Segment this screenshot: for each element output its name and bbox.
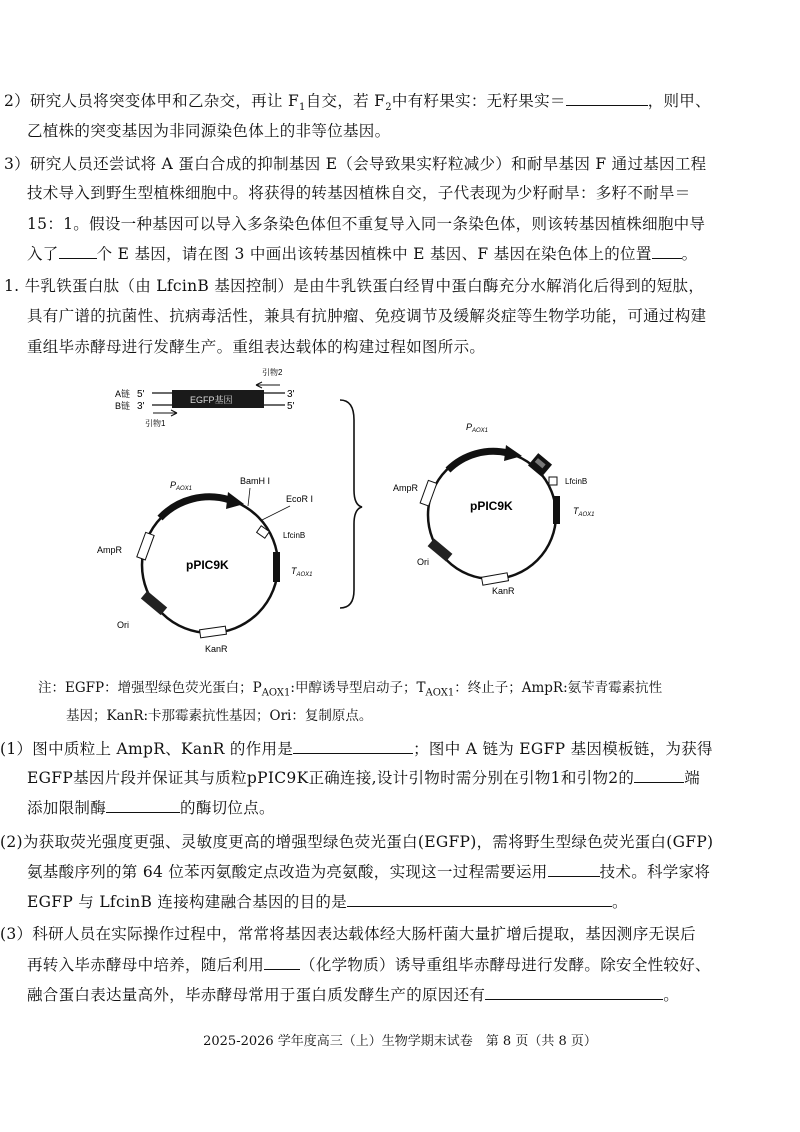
primer1-label: 引物1	[145, 419, 166, 428]
egfp-gene-label: EGFP基因	[190, 395, 233, 405]
s2-line-1: (2)为获取荧光强度更强、灵敏度更高的增强型绿色荧光蛋白(EGFP)，需将野生型绿色荧光蛋白(GFP)	[0, 833, 714, 851]
f1-subscript: 1	[299, 102, 306, 114]
s2-line-2	[27, 861, 710, 883]
left-ori-label: Ori	[117, 620, 129, 630]
figure-note-line-2: 基因；KanR:卡那霉素抗性基因；Ori：复制原点。	[66, 708, 373, 724]
s1-line-3	[27, 797, 275, 819]
s3-text-b: （化学物质）诱导重组毕赤酵母进行发酵。除安全性较好、	[300, 956, 711, 974]
answer-blank-chemical[interactable]	[264, 955, 300, 970]
plasmid-right	[393, 422, 595, 596]
right-kanr-label: KanR	[492, 586, 515, 596]
note-text-a: 注：EGFP：增强型绿色荧光蛋白；P	[38, 680, 262, 696]
primer2-label: 引物2	[262, 368, 283, 377]
s1-text-a: (1）图中质粒上 AmpR、KanR 的作用是	[0, 740, 294, 758]
q21-line-3: 重组毕赤酵母进行发酵生产。重组表达载体的构建过程如图所示。	[27, 338, 486, 356]
left-kanr-label: KanR	[205, 644, 228, 654]
q2-line-2: 乙植株的突变基因为非同源染色体上的非等位基因。	[27, 122, 391, 140]
s2-text-b: 技术。科学家将	[599, 863, 711, 881]
s2-line-3	[27, 891, 628, 913]
right-ampr-segment	[420, 480, 437, 506]
q2-text-d: ，则甲、	[647, 92, 711, 110]
note-sub-a: AOX1	[261, 687, 291, 699]
answer-blank-primer-end[interactable]	[634, 768, 684, 783]
answer-blank-technique[interactable]	[548, 862, 600, 877]
answer-blank-enzyme[interactable]	[106, 798, 180, 813]
s3-line-1: (3）科研人员在实际操作过程中，常常将基因表达载体经大肠杆菌大量扩增后提取，基因测序无误后	[0, 925, 696, 943]
b-chain-3prime: 3'	[137, 401, 145, 412]
a-chain-3prime: 3'	[287, 389, 295, 400]
s3-text-a: 再转入毕赤酵母中培养，随后利用	[27, 956, 265, 974]
plasmid-left	[97, 476, 313, 654]
s1-text-d: 端	[684, 769, 701, 787]
s3-line-3	[27, 984, 679, 1006]
figure-note-line-1	[38, 678, 662, 704]
answer-blank-figure3[interactable]	[652, 244, 682, 259]
a-chain-label: A链	[115, 389, 131, 399]
s1-text-b: ；图中 A 链为 EGFP 基因模板链，为获得	[413, 740, 713, 758]
right-plasmid-name: pPIC9K	[470, 499, 513, 513]
left-ecor1-label: EcoR I	[286, 494, 314, 504]
right-lfcinb-label: LfcinB	[565, 477, 588, 486]
right-ori-segment	[428, 538, 453, 561]
s1-line-2	[27, 767, 700, 789]
brace	[340, 400, 362, 608]
right-ori-label: Ori	[417, 557, 429, 567]
note-sub-b: AOX1	[425, 687, 455, 699]
note-text-c: ：终止子；AmpR:氨苄青霉素抗性	[454, 680, 663, 696]
left-bamh1-label: BamH I	[240, 476, 271, 486]
left-lfcinb-label: LfcinB	[283, 531, 306, 540]
b-chain-5prime: 5'	[287, 401, 295, 412]
note-text-b: :甲醇诱导型启动子；T	[290, 680, 426, 696]
left-ampr-segment	[137, 532, 154, 560]
page-footer: 2025-2026 学年度高三（上）生物学期末试卷 第 8 页（共 8 页）	[203, 1034, 597, 1049]
right-lfcinb-segment	[549, 477, 557, 485]
answer-blank-e-count[interactable]	[59, 244, 97, 259]
left-kanr-segment	[200, 626, 227, 638]
left-taox1-label: $T_{AOX1}$	[291, 566, 313, 578]
q3-line-3: 15：1。假设一种基因可以导入多条染色体但不重复导入同一条染色体，则该转基因植株细胞中导	[27, 215, 706, 233]
s2-text-d: 。	[612, 893, 628, 911]
egfp-gene-fragment	[115, 367, 295, 428]
q3-line-2: 技术导入到野生型植株细胞中。将获得的转基因植株自交，子代表现为少籽耐旱：多籽不耐旱＝	[27, 184, 691, 202]
q3-line-1: 3）研究人员还尝试将 A 蛋白合成的抑制基因 E（会导致果实籽粒减少）和耐旱基因 F 通过基因工程	[4, 155, 707, 173]
q3-line-4	[27, 243, 697, 265]
s1-line-1	[0, 738, 713, 760]
s2-text-a: 氨基酸序列的第 64 位苯丙氨酸定点改造为亮氨酸，实现这一过程需要运用	[27, 863, 548, 881]
right-ampr-label: AmpR	[393, 483, 419, 493]
q21-line-1: 1. 牛乳铁蛋白肽（由 LfcinB 基因控制）是由牛乳铁蛋白经胃中蛋白酶充分水解消化后得到的短肽，	[4, 277, 705, 295]
q3-text-c: 。	[681, 245, 698, 263]
q2-text-a: 2）研究人员将突变体甲和乙杂交，再让 F	[4, 92, 300, 110]
right-kanr-segment	[482, 573, 509, 585]
answer-blank-yeast-reason[interactable]	[485, 985, 663, 1000]
answer-blank-fusion-purpose[interactable]	[347, 892, 612, 907]
left-paox1-label: $P_{AOX1}$	[170, 480, 193, 492]
s1-text-f: 的酶切位点。	[180, 799, 275, 817]
b-chain-label: B链	[115, 401, 131, 411]
q3-text-a: 入了	[27, 245, 59, 263]
s3-text-d: 。	[663, 986, 680, 1004]
left-plasmid-name: pPIC9K	[186, 558, 229, 572]
s3-line-2	[27, 954, 711, 976]
s1-text-e: 添加限制酶	[27, 799, 107, 817]
q2-text-c: 中有籽果实：无籽果实＝	[391, 92, 566, 110]
left-ori-segment	[141, 591, 167, 615]
q3-text-b: 个 E 基因，请在图 3 中画出该转基因植株中 E 基因、F 基因在染色体上的位置	[96, 245, 652, 263]
a-chain-5prime: 5'	[137, 389, 145, 400]
right-paox1-label: $P_{AOX1}$	[466, 422, 489, 434]
answer-blank-marker-role[interactable]	[293, 739, 413, 754]
s3-text-c: 融合蛋白表达量高外，毕赤酵母常用于蛋白质发酵生产的原因还有	[27, 986, 486, 1004]
q21-line-2: 具有广谱的抗菌性、抗病毒活性，兼具有抗肿瘤、免疫调节及缓解炎症等生物学功能，可通过构建	[27, 307, 707, 325]
q2-line-1	[4, 90, 711, 119]
left-ampr-label: AmpR	[97, 545, 123, 555]
q2-text-b: 自交，若 F	[305, 92, 386, 110]
left-taox1-segment	[273, 552, 280, 582]
plasmid-construction-figure	[0, 360, 800, 660]
right-taox1-label: $T_{AOX1}$	[573, 506, 595, 518]
f2-subscript: 2	[385, 102, 392, 114]
right-taox1-segment	[553, 496, 560, 524]
s2-text-c: EGFP 与 LfcinB 连接构建融合基因的目的是	[27, 893, 348, 911]
s1-text-c: EGFP基因片段并保证其与质粒pPIC9K正确连接,设计引物时需分别在引物1和引物2的	[27, 769, 635, 787]
answer-blank-ratio[interactable]	[566, 91, 648, 106]
